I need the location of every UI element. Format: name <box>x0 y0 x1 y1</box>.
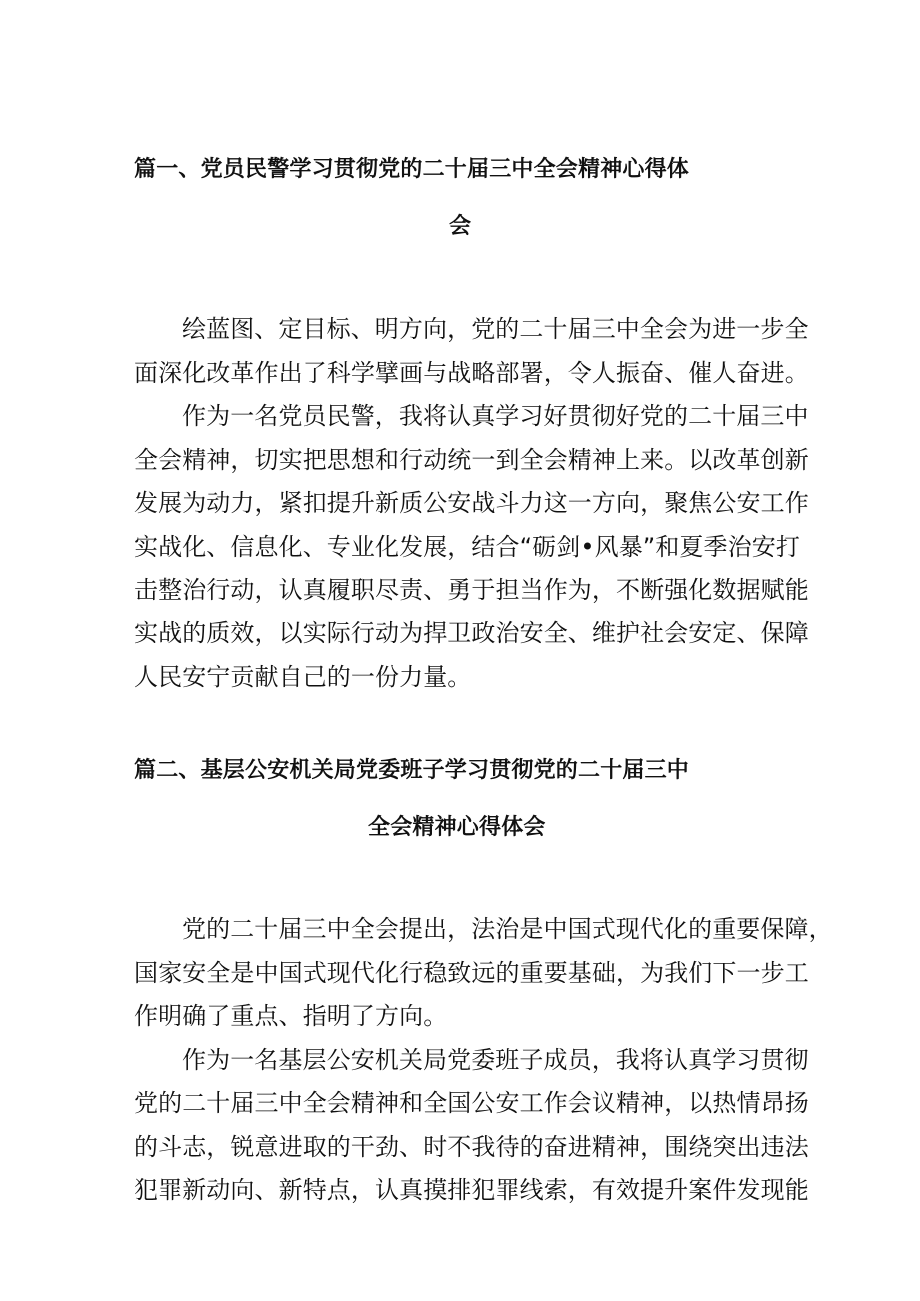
section-1-heading-line-2: 会 <box>449 214 472 239</box>
section-2-paragraph-1-line-1: 党的二十届三中全会提出，法治是中国式现代化的重要保障， <box>182 915 833 943</box>
section-2-paragraph-1-line-3: 作明确了重点、指明了方向。 <box>134 1002 448 1030</box>
section-1-paragraph-2-line-7: 人民安宁贡献自己的一份力量。 <box>134 663 472 691</box>
section-1-paragraph-2-line-6: 实战的质效，以实际行动为捍卫政治安全、维护社会安定、保障 <box>134 619 809 647</box>
section-2-paragraph-1-line-2: 国家安全是中国式现代化行稳致远的重要基础，为我们下一步工 <box>134 959 809 987</box>
section-1-paragraph-2-line-2: 全会精神，切实把思想和行动统一到全会精神上来。以改革创新 <box>134 446 809 474</box>
section-1-paragraph-2-line-5: 击整治行动，认真履职尽责、勇于担当作为，不断强化数据赋能 <box>134 576 809 604</box>
section-1-paragraph-2-line-3: 发展为动力，紧扣提升新质公安战斗力这一方向，聚焦公安工作 <box>134 489 809 517</box>
section-1-paragraph-2-line-4: 实战化、信息化、专业化发展，结合“砺剑•风暴”和夏季治安打 <box>134 533 800 561</box>
section-1-heading-line-1: 篇一、党员民警学习贯彻党的二十届三中全会精神心得体 <box>134 157 690 182</box>
section-2-paragraph-2-line-4: 犯罪新动向、新特点，认真摸排犯罪线索，有效提升案件发现能 <box>134 1176 809 1204</box>
section-1-paragraph-1-line-1: 绘蓝图、定目标、明方向，党的二十届三中全会为进一步全 <box>182 315 809 343</box>
section-1-paragraph-2-line-1: 作为一名党员民警，我将认真学习好贯彻好党的二十届三中 <box>182 402 809 430</box>
section-2-paragraph-2-line-2: 党的二十届三中全会精神和全国公安工作会议精神，以热情昂扬 <box>134 1089 809 1117</box>
section-2-heading-line-1: 篇二、基层公安机关局党委班子学习贯彻党的二十届三中 <box>134 758 690 783</box>
section-1-paragraph-1-line-2: 面深化改革作出了科学擘画与战略部署，令人振奋、催人奋进。 <box>134 359 809 387</box>
section-2-paragraph-2-line-3: 的斗志，锐意进取的干劲、时不我待的奋进精神，围绕突出违法 <box>134 1133 809 1161</box>
section-2-heading-line-2: 全会精神心得体会 <box>368 815 546 840</box>
section-2-paragraph-2-line-1: 作为一名基层公安机关局党委班子成员，我将认真学习贯彻 <box>182 1046 809 1074</box>
